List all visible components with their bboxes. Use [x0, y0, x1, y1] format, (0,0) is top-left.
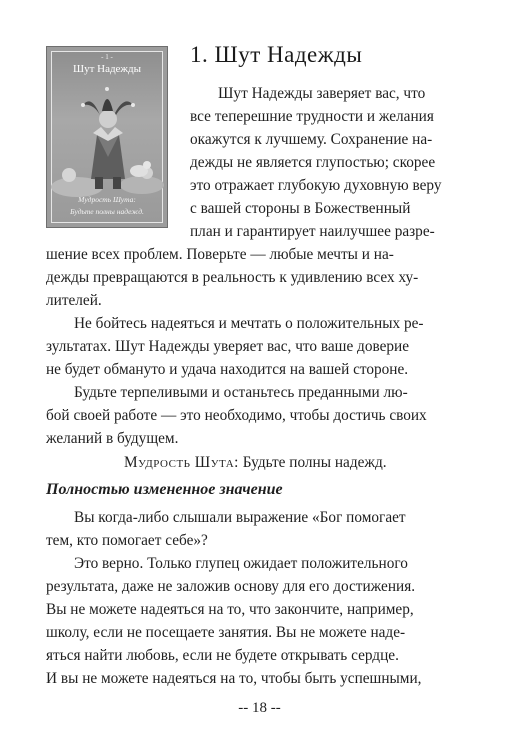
body-line: школу, если не посещаете занятия. Вы не можете наде- — [46, 624, 406, 641]
tarot-card-illustration — [46, 46, 168, 228]
body-line: яться найти любовь, если не будете открывать сердце. — [46, 647, 399, 664]
body-line: с вашей стороны в Божественный — [190, 200, 411, 217]
body-line: бой своей работе — это необходимо, чтобы достичь своих — [46, 407, 427, 424]
body-line: это отражает глубокую духовную веру — [190, 177, 442, 194]
card-title: Шут Надежды — [72, 63, 142, 75]
body-line: желаний в будущем. — [46, 430, 179, 447]
card-wisdom-label: Мудрость Шута: — [78, 195, 136, 204]
body-line: Это верно. Только глупец ожидает положительного — [74, 555, 408, 572]
body-line: Вы когда-либо слышали выражение «Бог помогает — [74, 509, 406, 526]
wisdom-label: Мудрость Шута: — [124, 454, 239, 471]
body-line: И вы не можете надеяться на то, чтобы быть успешными, — [46, 670, 422, 687]
wisdom-text: Будьте полны надежд. — [238, 454, 387, 471]
body-line: Шут Надежды заверяет вас, что — [218, 85, 426, 102]
card-wisdom-text: Будьте полны надежд. — [70, 207, 144, 216]
body-line: окажутся к лучшему. Сохранение на- — [190, 131, 433, 148]
chapter-heading: 1. Шут Надежды — [190, 42, 363, 67]
card-number: - 1 - — [101, 53, 113, 61]
body-line: Не бойтесь надеяться и мечтать о положительных ре- — [74, 315, 424, 332]
body-line: лителей. — [46, 292, 102, 309]
section-subheading: Полностью измененное значение — [46, 481, 283, 498]
body-line: Вы не можете надеяться на то, что закончите, например, — [46, 601, 414, 618]
body-line: тем, кто помогает себе»? — [46, 532, 208, 549]
body-line: зультатах. Шут Надежды уверяет вас, что ваше доверие — [46, 338, 410, 355]
body-line: дежды не является глупостью; скорее — [190, 154, 436, 171]
body-line: Будьте терпеливыми и останьтесь преданными лю- — [74, 384, 408, 401]
body-line: план и гарантирует наилучшее разре- — [190, 223, 435, 240]
page-number: -- 18 -- — [238, 700, 281, 716]
body-line: не будет обмануто и удача находится на вашей стороне. — [46, 361, 409, 378]
body-line: все теперешние трудности и желания — [190, 108, 434, 125]
body-line: дежды превращаются в реальность к удивлению всех ху- — [46, 269, 419, 286]
wisdom-line — [124, 454, 387, 472]
body-line: шение всех проблем. Поверьте — любые мечты и на- — [46, 246, 394, 263]
body-line: результата, даже не заложив основу для его достижения. — [46, 578, 416, 595]
